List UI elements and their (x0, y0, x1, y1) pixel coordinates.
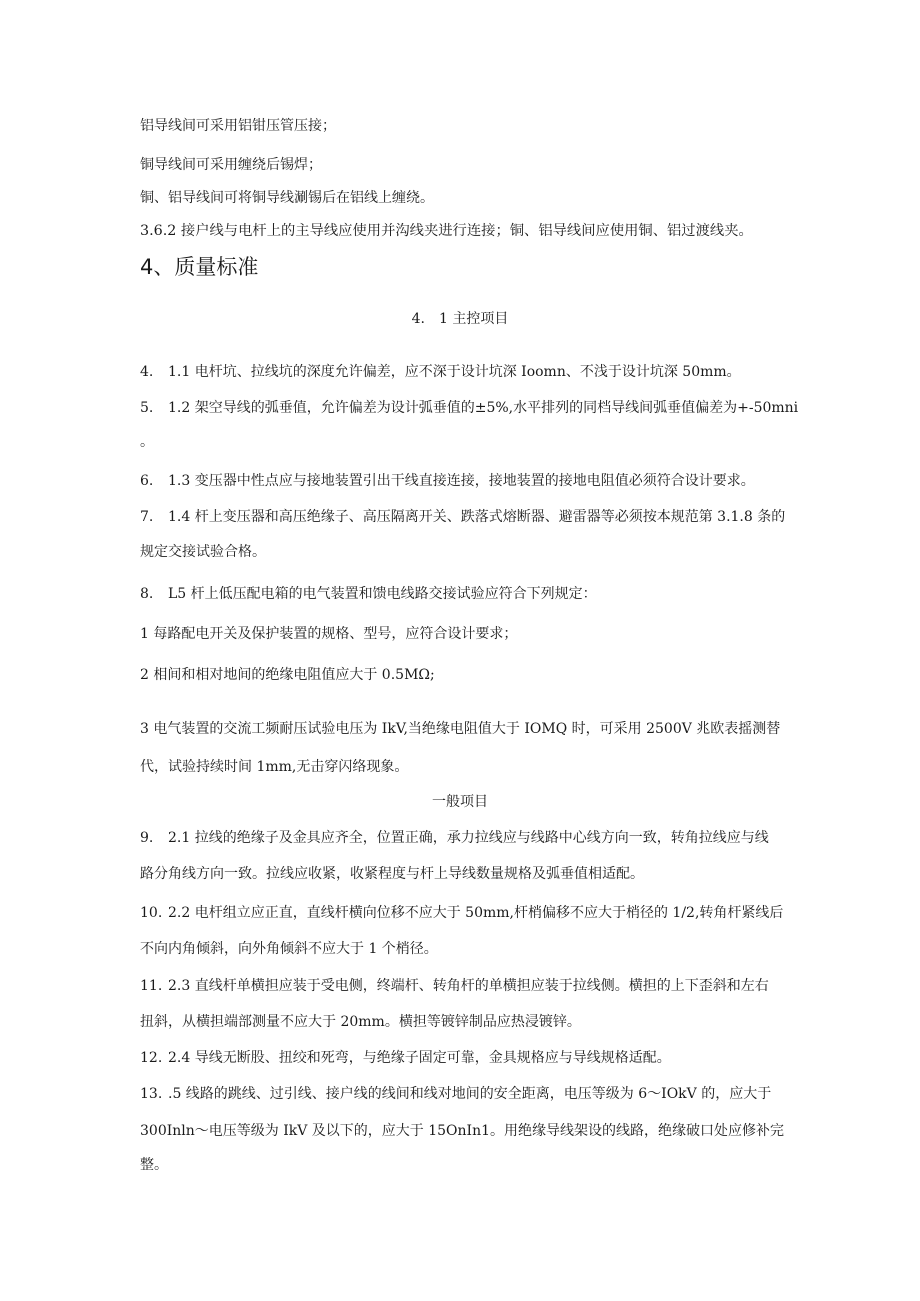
item-text-continuation: 扭斜，从横担端部测量不应大于 20mm。横担等镀锌制品应热浸镀锌。 (140, 1014, 581, 1030)
general-items-heading: 一般项目 (432, 794, 488, 810)
list-item (140, 398, 798, 418)
item-number: 13. (140, 1086, 163, 1102)
item-number: 4. (140, 364, 154, 380)
text-line: 铝导线间可采用铝钳压管压接； (140, 118, 336, 134)
list-item (140, 362, 741, 382)
item-text-continuation: 规定交接试验合格。 (140, 544, 266, 560)
text-line: 3.6.2 接户线与电杆上的主导线应使用并沟线夹进行连接；铜、铝导线间应使用铜、铝过渡线夹。 (140, 223, 753, 239)
item-text: 2.2 电杆组立应正直，直线杆横向位移不应大于 50mm,杆梢偏移不应大于梢径的 1/2,转角杆紧线后 (168, 905, 784, 921)
item-number: 12. (140, 1050, 163, 1066)
sub-item-continuation: 代，试验持续时间 1mm,无击穿闪络现象。 (140, 759, 409, 775)
item-text: 1.4 杆上变压器和高压绝缘子、高压隔离开关、跌落式熔断器、避雷器等必须按本规范第 3.1.8 条的 (168, 509, 786, 525)
item-text: 2.1 拉线的绝缘子及金具应齐全，位置正确，承力拉线应与线路中心线方向一致，转角拉线应与线 (168, 830, 769, 846)
list-item (140, 976, 769, 996)
item-text: .5 线路的跳线、过引线、接户线的线间和线对地间的安全距离，电压等级为 6～IOkV 的，应大于 (168, 1086, 772, 1102)
text-line: 铜导线间可采用缠绕后锡焊； (140, 157, 322, 173)
list-item (140, 1084, 771, 1104)
list-item (140, 507, 785, 527)
list-item (140, 903, 783, 923)
item-number: 10. (140, 905, 163, 921)
item-text: 1.3 变压器中性点应与接地装置引出干线直接连接，接地装置的接地电阻值必须符合设计要求。 (168, 473, 755, 489)
main-items-heading: 4. 1 主控项目 (411, 311, 509, 327)
item-text-continuation: 整。 (140, 1157, 168, 1173)
item-number: 6. (140, 473, 154, 489)
sub-item: 2 相间和相对地间的绝缘电阻值应大于 0.5MΩ; (140, 667, 435, 683)
list-item (140, 471, 755, 491)
section-title: 4、质量标准 (140, 255, 259, 279)
item-text: 1.1 电杆坑、拉线坑的深度允许偏差，应不深于设计坑深 Ioomn、不浅于设计坑深 50mm。 (168, 364, 741, 380)
sub-item: 3 电气装置的交流工频耐压试验电压为 IkV,当绝缘电阻值大于 IOMQ 时，可采用 2500V 兆欧表摇测替 (140, 721, 781, 737)
item-text-continuation: 路分角线方向一致。拉线应收紧，收紧程度与杆上导线数量规格及弧垂值相适配。 (140, 866, 644, 882)
list-item (140, 828, 769, 848)
item-text-continuation: 不向内角倾斜，向外角倾斜不应大于 1 个梢径。 (140, 941, 438, 957)
item-number: 5. (140, 400, 154, 416)
item-text: L5 杆上低压配电箱的电气装置和馈电线路交接试验应符合下列规定： (168, 586, 597, 602)
item-number: 9. (140, 830, 154, 846)
item-number: 8. (140, 586, 154, 602)
item-text: 1.2 架空导线的弧垂值，允许偏差为设计弧垂值的±5%,水平排列的同档导线间弧垂值偏差为+-50mni (168, 400, 799, 416)
item-number: 7. (140, 509, 154, 525)
item-text-continuation: 300Inln～电压等级为 IkV 及以下的，应大于 15OnIn1。用绝缘导线架设的线路，绝缘破口处应修补完 (140, 1123, 784, 1139)
list-item (140, 1048, 671, 1068)
item-text: 2.3 直线杆单横担应装于受电侧，终端杆、转角杆的单横担应装于拉线侧。横担的上下歪斜和左右 (168, 978, 769, 994)
item-text: 2.4 导线无断股、扭绞和死弯，与绝缘子固定可靠，金具规格应与导线规格适配。 (168, 1050, 671, 1066)
sub-item: 1 每路配电开关及保护装置的规格、型号，应符合设计要求； (140, 626, 518, 642)
item-text-continuation: 。 (140, 434, 154, 450)
text-line: 铜、铝导线间可将铜导线涮锡后在铝线上缠绕。 (140, 190, 434, 206)
list-item (140, 584, 597, 604)
item-number: 11. (140, 978, 163, 994)
